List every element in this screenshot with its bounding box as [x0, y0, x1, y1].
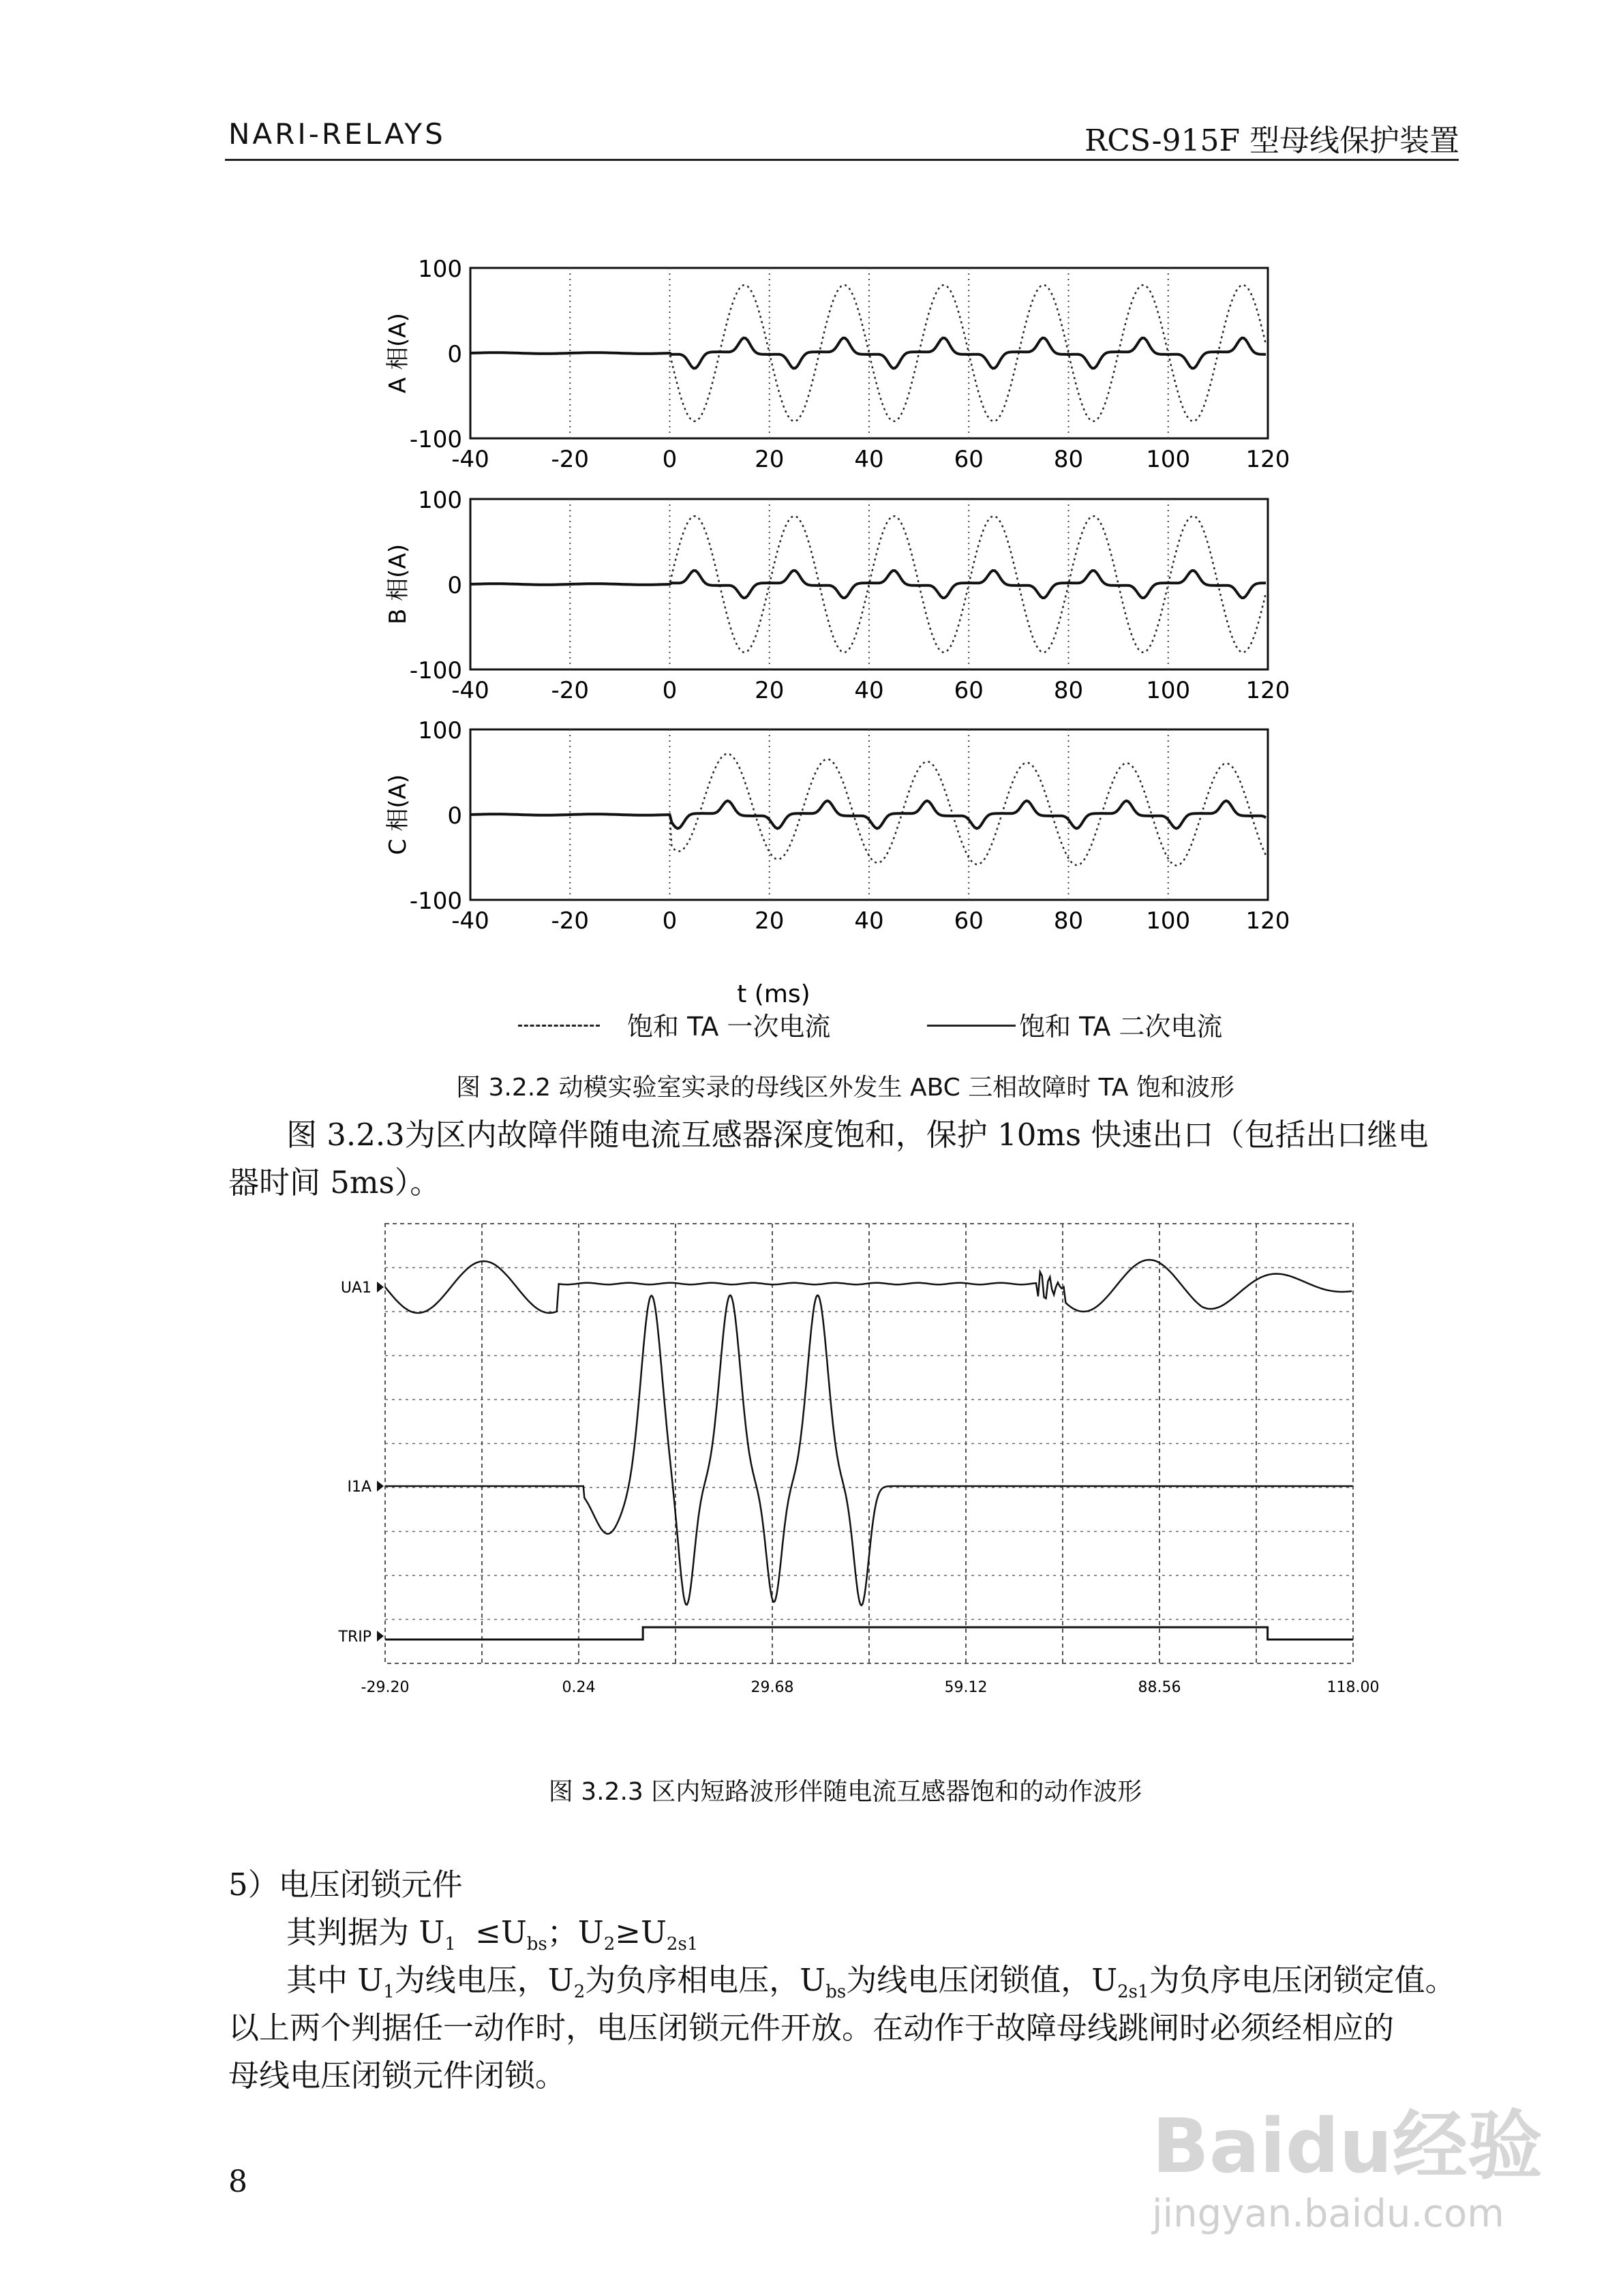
x-tick-label: 40 — [854, 907, 884, 935]
x-tick-label: -20 — [551, 677, 590, 704]
secondary-current-line — [470, 801, 1266, 829]
header-rule — [225, 159, 1459, 161]
x-tick-label: 100 — [1146, 907, 1191, 935]
y-tick-label: 0 — [447, 341, 462, 368]
y-tick-label: 0 — [447, 802, 462, 830]
figure1-legend — [518, 1006, 1268, 1046]
y-axis-label: A 相(A) — [384, 313, 412, 393]
s5-text5: 为负序电压闭锁定值。 — [1149, 1962, 1456, 1998]
x-tick-label: 20 — [755, 446, 785, 473]
x-axis-label: t (ms) — [737, 980, 810, 1008]
x-tick-label: 80 — [1053, 907, 1084, 935]
x-tick-label: -40 — [451, 907, 489, 935]
channel-label: TRIP — [338, 1629, 371, 1646]
figure2-caption: 图 3.2.3 区内短路波形伴随电流互感器饱和的动作波形 — [548, 1778, 1142, 1806]
x-tick-label: 80 — [1053, 446, 1084, 473]
intro-line-1: 图 3.2.3为区内故障伴随电流互感器深度饱和，保护 10ms 快速出口（包括出口继电 — [286, 1117, 1429, 1153]
channel-label: I1A — [347, 1479, 371, 1496]
s5-sub-2s1: 2s1 — [1117, 1982, 1149, 2002]
watermark-logo: Baidu经验 — [1152, 2102, 1543, 2190]
criterion-sub-bs: bs — [526, 1934, 547, 1954]
header-product: RCS-915F 型母线保护装置 — [1084, 123, 1459, 158]
x-tick-label: 100 — [1146, 446, 1191, 473]
x-tick-label: 59.12 — [944, 1679, 988, 1696]
s5-text3: 为负序相电压，U — [585, 1962, 826, 1998]
y-tick-label: 100 — [418, 487, 462, 514]
x-tick-label: 0 — [662, 677, 678, 704]
figure1-caption: 图 3.2.2 动模实验室实录的母线区外发生 ABC 三相故障时 TA 饱和波形 — [456, 1074, 1234, 1102]
x-tick-label: 60 — [954, 446, 984, 473]
criterion-ge: ≥U — [615, 1914, 667, 1950]
criterion-u1: U — [419, 1914, 445, 1950]
s5-sub-1: 1 — [383, 1982, 395, 2002]
y-axis-label: C 相(A) — [384, 774, 412, 856]
x-tick-label: 0 — [662, 446, 678, 473]
page-number: 8 — [228, 2164, 247, 2199]
s5-text2: 为线电压，U — [394, 1962, 574, 1998]
y-tick-label: -100 — [409, 426, 462, 453]
x-tick-label: 120 — [1245, 677, 1290, 704]
y-axis-label: B 相(A) — [384, 544, 412, 624]
x-tick-label: -20 — [551, 907, 590, 935]
primary-current-line — [470, 754, 1266, 866]
channel-marker — [377, 1282, 384, 1293]
channel-label: UA1 — [340, 1280, 371, 1297]
legend-dashed-line — [518, 1025, 600, 1027]
y-tick-label: -100 — [409, 888, 462, 915]
s5-text4: 为线电压闭锁值，U — [846, 1962, 1118, 1998]
figure2-chart — [320, 1213, 1425, 1732]
section5-heading: 5）电压闭锁元件 — [228, 1867, 463, 1903]
x-tick-label: 20 — [755, 677, 785, 704]
x-tick-label: 60 — [954, 677, 984, 704]
x-tick-label: -20 — [551, 446, 590, 473]
legend-dashed-label: 饱和 TA 一次电流 — [627, 1012, 831, 1042]
legend-solid-line — [927, 1025, 1016, 1027]
intro-line-2: 器时间 5ms）。 — [228, 1164, 441, 1200]
y-tick-label: 100 — [418, 717, 462, 744]
x-tick-label: 118.00 — [1326, 1679, 1380, 1696]
x-tick-label: 88.56 — [1138, 1679, 1181, 1696]
watermark-url: jingyan.baidu.com — [1152, 2192, 1504, 2236]
x-tick-label: 60 — [954, 907, 984, 935]
section5-line-3: 母线电压闭锁元件闭锁。 — [228, 2057, 566, 2094]
x-tick-label: 120 — [1245, 446, 1290, 473]
x-tick-label: 0 — [662, 907, 678, 935]
criterion-sub-1: 1 — [444, 1934, 456, 1954]
criterion-sub-2s1: 2s1 — [666, 1934, 699, 1954]
s5-sub-bs: bs — [825, 1982, 847, 2002]
x-tick-label: 29.68 — [750, 1679, 794, 1696]
x-tick-label: 20 — [755, 907, 785, 935]
x-tick-label: -29.20 — [361, 1679, 410, 1696]
x-tick-label: 0.24 — [562, 1679, 596, 1696]
section5-criterion: 其判据为 $U_1 \le U_{bs}$；$U_2\ge U_{2s1}$ — [286, 1914, 699, 1954]
x-tick-label: 120 — [1245, 907, 1290, 935]
legend-solid-label: 饱和 TA 二次电流 — [1019, 1012, 1223, 1042]
header-brand: NARI-RELAYS — [228, 117, 446, 151]
criterion-sub-2: 2 — [603, 1934, 616, 1954]
criterion-le: ≤U — [475, 1914, 527, 1950]
x-tick-label: 100 — [1146, 677, 1191, 704]
channel-marker — [377, 1631, 384, 1642]
x-tick-label: 40 — [854, 677, 884, 704]
x-tick-label: -40 — [451, 677, 489, 704]
x-tick-label: 80 — [1053, 677, 1084, 704]
s5-text1: 其中 U — [286, 1962, 384, 1998]
x-tick-label: 40 — [854, 446, 884, 473]
section5-line-2: 以上两个判据任一动作时，电压闭锁元件开放。在动作于故障母线跳闸时必须经相应的 — [228, 2010, 1395, 2046]
criterion-prefix: 其判据为 — [286, 1914, 410, 1950]
secondary-current-line — [470, 338, 1266, 369]
channel-marker — [377, 1481, 384, 1492]
s5-sub-2: 2 — [573, 1982, 586, 2002]
x-tick-label: -40 — [451, 446, 489, 473]
figure1-chart — [368, 252, 1322, 1070]
y-tick-label: 100 — [418, 256, 462, 283]
criterion-u2: U — [577, 1914, 604, 1950]
y-tick-label: 0 — [447, 572, 462, 599]
y-tick-label: -100 — [409, 657, 462, 684]
secondary-current-line — [470, 571, 1266, 598]
